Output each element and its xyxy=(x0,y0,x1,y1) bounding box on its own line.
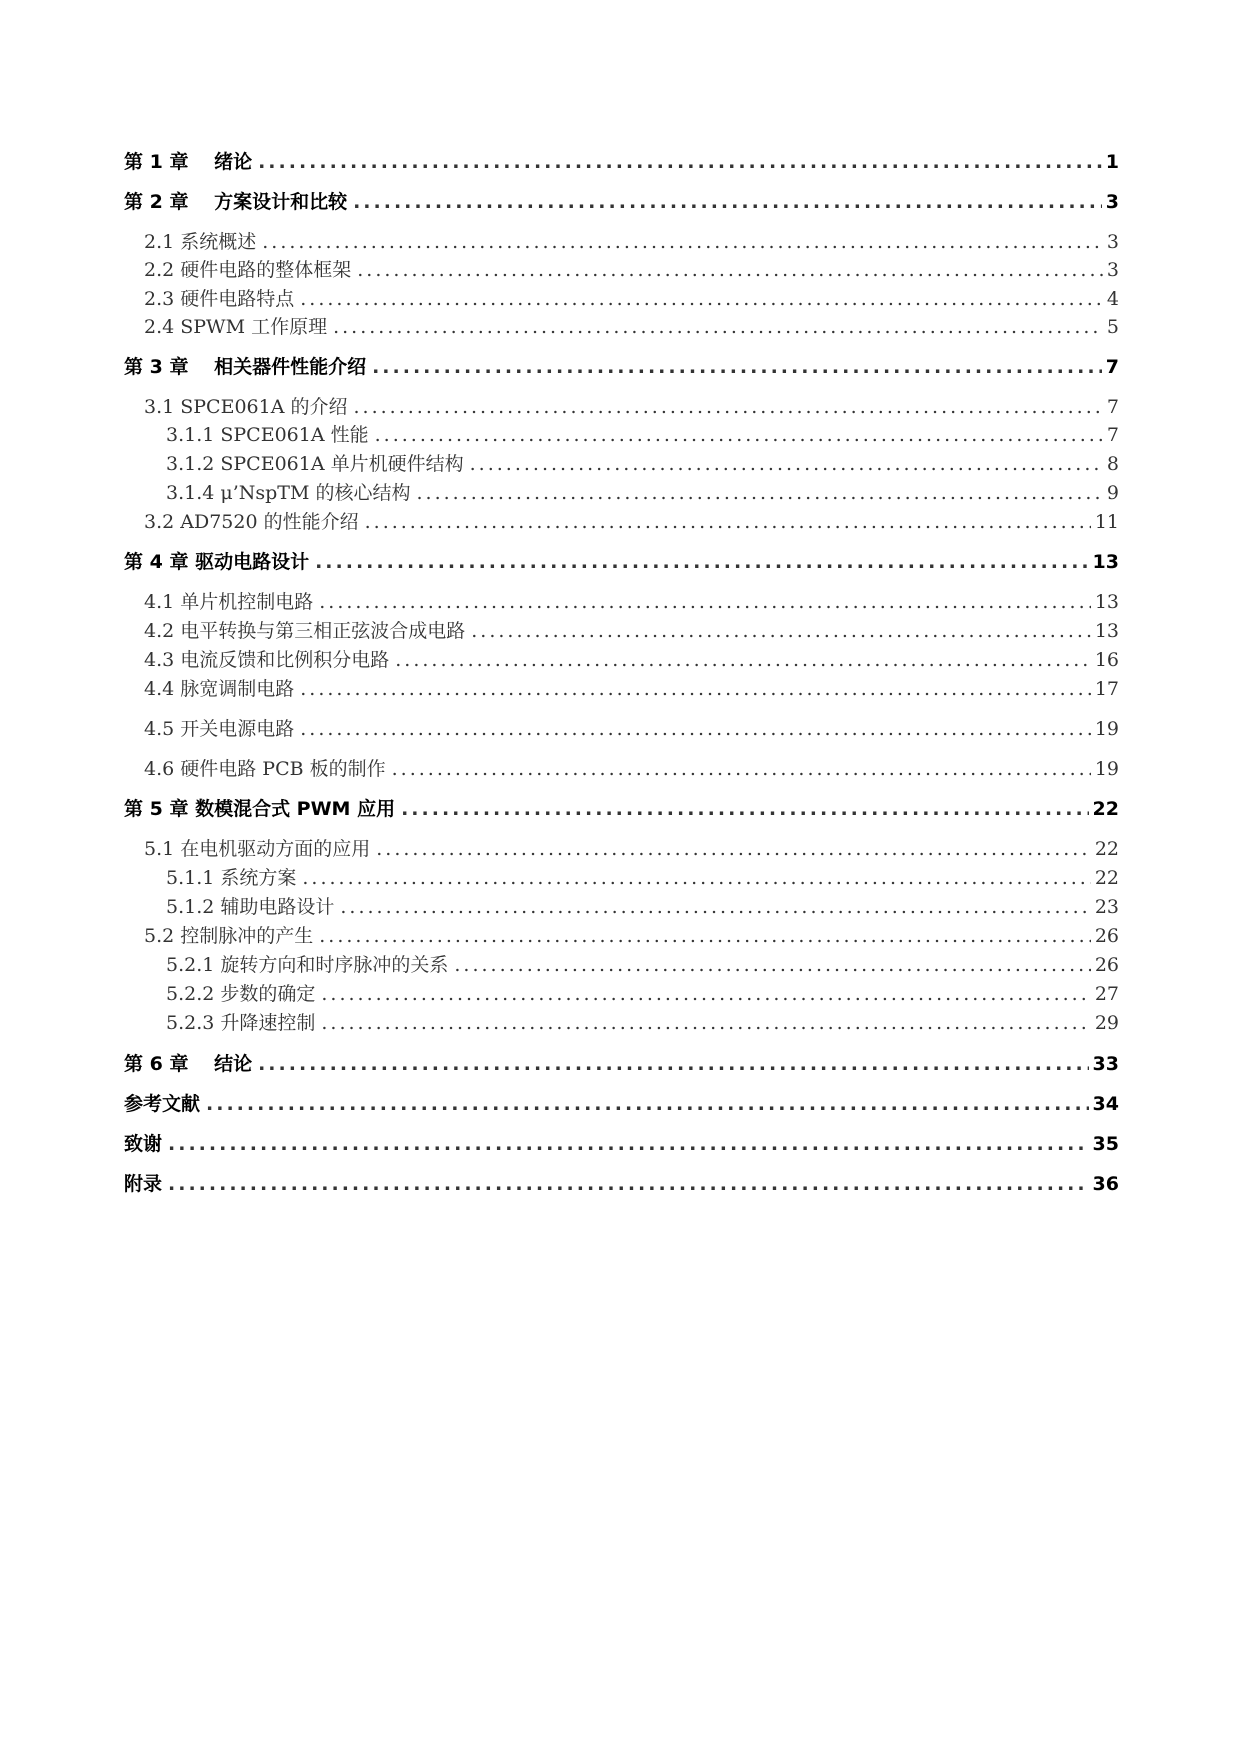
toc-entry-page: 1 xyxy=(1105,151,1119,173)
dot-leader xyxy=(302,866,1090,890)
dot-leader xyxy=(354,395,1103,419)
toc-entry-label: 第 4 章 驱动电路设计 xyxy=(124,551,310,573)
dot-leader xyxy=(357,258,1103,282)
toc-entry-label: 5.1 在电机驱动方面的应用 xyxy=(144,838,371,860)
toc-entry[interactable] xyxy=(124,797,1119,821)
toc-entry-label: 参考文献 xyxy=(124,1093,201,1115)
toc-entry-label: 第 3 章 相关器件性能介绍 xyxy=(124,356,367,378)
dot-leader xyxy=(340,895,1090,919)
toc-entry-label: 4.2 电平转换与第三相正弦波合成电路 xyxy=(144,620,466,642)
toc-entry-label: 第 6 章 结论 xyxy=(124,1053,253,1075)
dot-leader xyxy=(206,1092,1089,1116)
toc-entry[interactable] xyxy=(144,757,1119,781)
toc-entry[interactable] xyxy=(166,953,1119,977)
toc-entry-label: 5.2.1 旋转方向和时序脉冲的关系 xyxy=(166,954,449,976)
toc-entry[interactable] xyxy=(144,258,1119,282)
toc-entry-page: 3 xyxy=(1106,259,1119,281)
toc-entry-page: 5 xyxy=(1106,316,1119,338)
toc-entry-label: 5.1.2 辅助电路设计 xyxy=(166,896,335,918)
toc-entry-label: 3.1.1 SPCE061A 性能 xyxy=(166,424,369,446)
toc-entry[interactable] xyxy=(124,190,1119,214)
dot-leader xyxy=(454,953,1090,977)
dot-leader xyxy=(258,1052,1088,1076)
toc-entry-page: 11 xyxy=(1094,511,1119,533)
toc-entry-page: 29 xyxy=(1094,1012,1119,1034)
toc-entry[interactable] xyxy=(144,648,1119,672)
toc-entry-page: 26 xyxy=(1094,954,1119,976)
toc-entry-label: 2.4 SPWM 工作原理 xyxy=(144,316,328,338)
dot-leader xyxy=(168,1132,1089,1156)
toc-entry[interactable] xyxy=(144,230,1119,254)
dot-leader xyxy=(372,355,1102,379)
dot-leader xyxy=(168,1172,1089,1196)
toc-entry-page: 7 xyxy=(1106,424,1119,446)
toc-entry-page: 36 xyxy=(1092,1173,1119,1195)
toc-entry[interactable] xyxy=(166,423,1119,447)
toc-entry-page: 13 xyxy=(1092,551,1119,573)
dot-leader xyxy=(392,757,1091,781)
toc-entry[interactable] xyxy=(144,590,1119,614)
dot-leader xyxy=(333,315,1103,339)
toc-entry-page: 17 xyxy=(1094,678,1119,700)
toc-entry-page: 35 xyxy=(1092,1133,1119,1155)
toc-entry-page: 19 xyxy=(1094,718,1119,740)
dot-leader xyxy=(365,510,1091,534)
toc-entry[interactable] xyxy=(144,395,1119,419)
toc-entry[interactable] xyxy=(124,1052,1119,1076)
toc-entry-page: 27 xyxy=(1094,983,1119,1005)
toc-entry[interactable] xyxy=(144,287,1119,311)
dot-leader xyxy=(300,717,1091,741)
dot-leader xyxy=(300,287,1103,311)
dot-leader xyxy=(319,590,1091,614)
dot-leader xyxy=(376,837,1091,861)
toc-entry-label: 3.1.2 SPCE061A 单片机硬件结构 xyxy=(166,453,464,475)
toc-entry-page: 7 xyxy=(1105,356,1119,378)
toc-entry-page: 4 xyxy=(1106,288,1119,310)
dot-leader xyxy=(471,619,1091,643)
dot-leader xyxy=(319,924,1091,948)
toc-entry-page: 9 xyxy=(1106,482,1119,504)
dot-leader xyxy=(315,550,1088,574)
toc-entry-page: 33 xyxy=(1092,1053,1119,1075)
dot-leader xyxy=(300,677,1091,701)
toc-entry[interactable] xyxy=(144,315,1119,339)
dot-leader xyxy=(321,1011,1090,1035)
toc-entry[interactable] xyxy=(144,677,1119,701)
toc-entry-label: 3.2 AD7520 的性能介绍 xyxy=(144,511,359,533)
toc-entry-label: 2.1 系统概述 xyxy=(144,231,257,253)
toc-entry-label: 2.2 硬件电路的整体框架 xyxy=(144,259,352,281)
toc-entry[interactable] xyxy=(166,1011,1119,1035)
toc-entry-label: 5.2 控制脉冲的产生 xyxy=(144,925,314,947)
toc-entry[interactable] xyxy=(166,481,1119,505)
toc-entry-page: 16 xyxy=(1094,649,1119,671)
toc-entry-label: 2.3 硬件电路特点 xyxy=(144,288,295,310)
toc-entry-label: 4.1 单片机控制电路 xyxy=(144,591,314,613)
dot-leader xyxy=(353,190,1102,214)
toc-entry[interactable] xyxy=(144,619,1119,643)
toc-entry-page: 8 xyxy=(1106,453,1119,475)
toc-entry-page: 22 xyxy=(1092,798,1119,820)
toc-entry-label: 4.4 脉宽调制电路 xyxy=(144,678,295,700)
toc-entry-page: 3 xyxy=(1106,231,1119,253)
toc-entry[interactable] xyxy=(124,150,1119,174)
toc-entry-label: 5.2.2 步数的确定 xyxy=(166,983,316,1005)
toc-entry-page: 26 xyxy=(1094,925,1119,947)
toc-entry[interactable] xyxy=(144,924,1119,948)
toc-entry[interactable] xyxy=(144,510,1119,534)
toc-entry-page: 7 xyxy=(1106,396,1119,418)
toc-entry-page: 3 xyxy=(1105,191,1119,213)
toc-entry-label: 4.3 电流反馈和比例积分电路 xyxy=(144,649,390,671)
dot-leader xyxy=(470,452,1103,476)
toc-entry[interactable] xyxy=(124,1092,1119,1116)
toc-entry-page: 13 xyxy=(1094,620,1119,642)
toc-entry-label: 3.1.4 μ’NspTM 的核心结构 xyxy=(166,482,411,504)
toc-entry[interactable] xyxy=(144,837,1119,861)
toc-entry-page: 19 xyxy=(1094,758,1119,780)
toc-entry[interactable] xyxy=(166,452,1119,476)
toc-entry-label: 4.5 开关电源电路 xyxy=(144,718,295,740)
toc-entry[interactable] xyxy=(166,866,1119,890)
toc-entry-page: 34 xyxy=(1092,1093,1119,1115)
dot-leader xyxy=(262,230,1103,254)
toc-entry-page: 22 xyxy=(1094,867,1119,889)
toc-entry[interactable] xyxy=(144,717,1119,741)
toc-entry-label: 5.1.1 系统方案 xyxy=(166,867,297,889)
toc-entry-page: 22 xyxy=(1094,838,1119,860)
toc-entry-label: 5.2.3 升降速控制 xyxy=(166,1012,316,1034)
toc-entry-label: 附录 xyxy=(124,1173,163,1195)
dot-leader xyxy=(375,423,1103,447)
dot-leader xyxy=(258,150,1102,174)
toc-entry-label: 第 2 章 方案设计和比较 xyxy=(124,191,348,213)
toc-entry[interactable] xyxy=(166,982,1119,1006)
dot-leader xyxy=(321,982,1090,1006)
toc-entry-page: 13 xyxy=(1094,591,1119,613)
toc-entry[interactable] xyxy=(124,550,1119,574)
toc-entry[interactable] xyxy=(124,1132,1119,1156)
toc-entry-label: 3.1 SPCE061A 的介绍 xyxy=(144,396,348,418)
toc-entry-label: 4.6 硬件电路 PCB 板的制作 xyxy=(144,758,386,780)
toc-entry[interactable] xyxy=(124,355,1119,379)
toc-entry[interactable] xyxy=(124,1172,1119,1196)
toc-entry-label: 第 1 章 绪论 xyxy=(124,151,253,173)
toc-entry[interactable] xyxy=(166,895,1119,919)
toc-entry-page: 23 xyxy=(1094,896,1119,918)
toc-entry-label: 致谢 xyxy=(124,1133,163,1155)
dot-leader xyxy=(401,797,1088,821)
toc-entry-label: 第 5 章 数模混合式 PWM 应用 xyxy=(124,798,396,820)
dot-leader xyxy=(416,481,1102,505)
dot-leader xyxy=(395,648,1091,672)
